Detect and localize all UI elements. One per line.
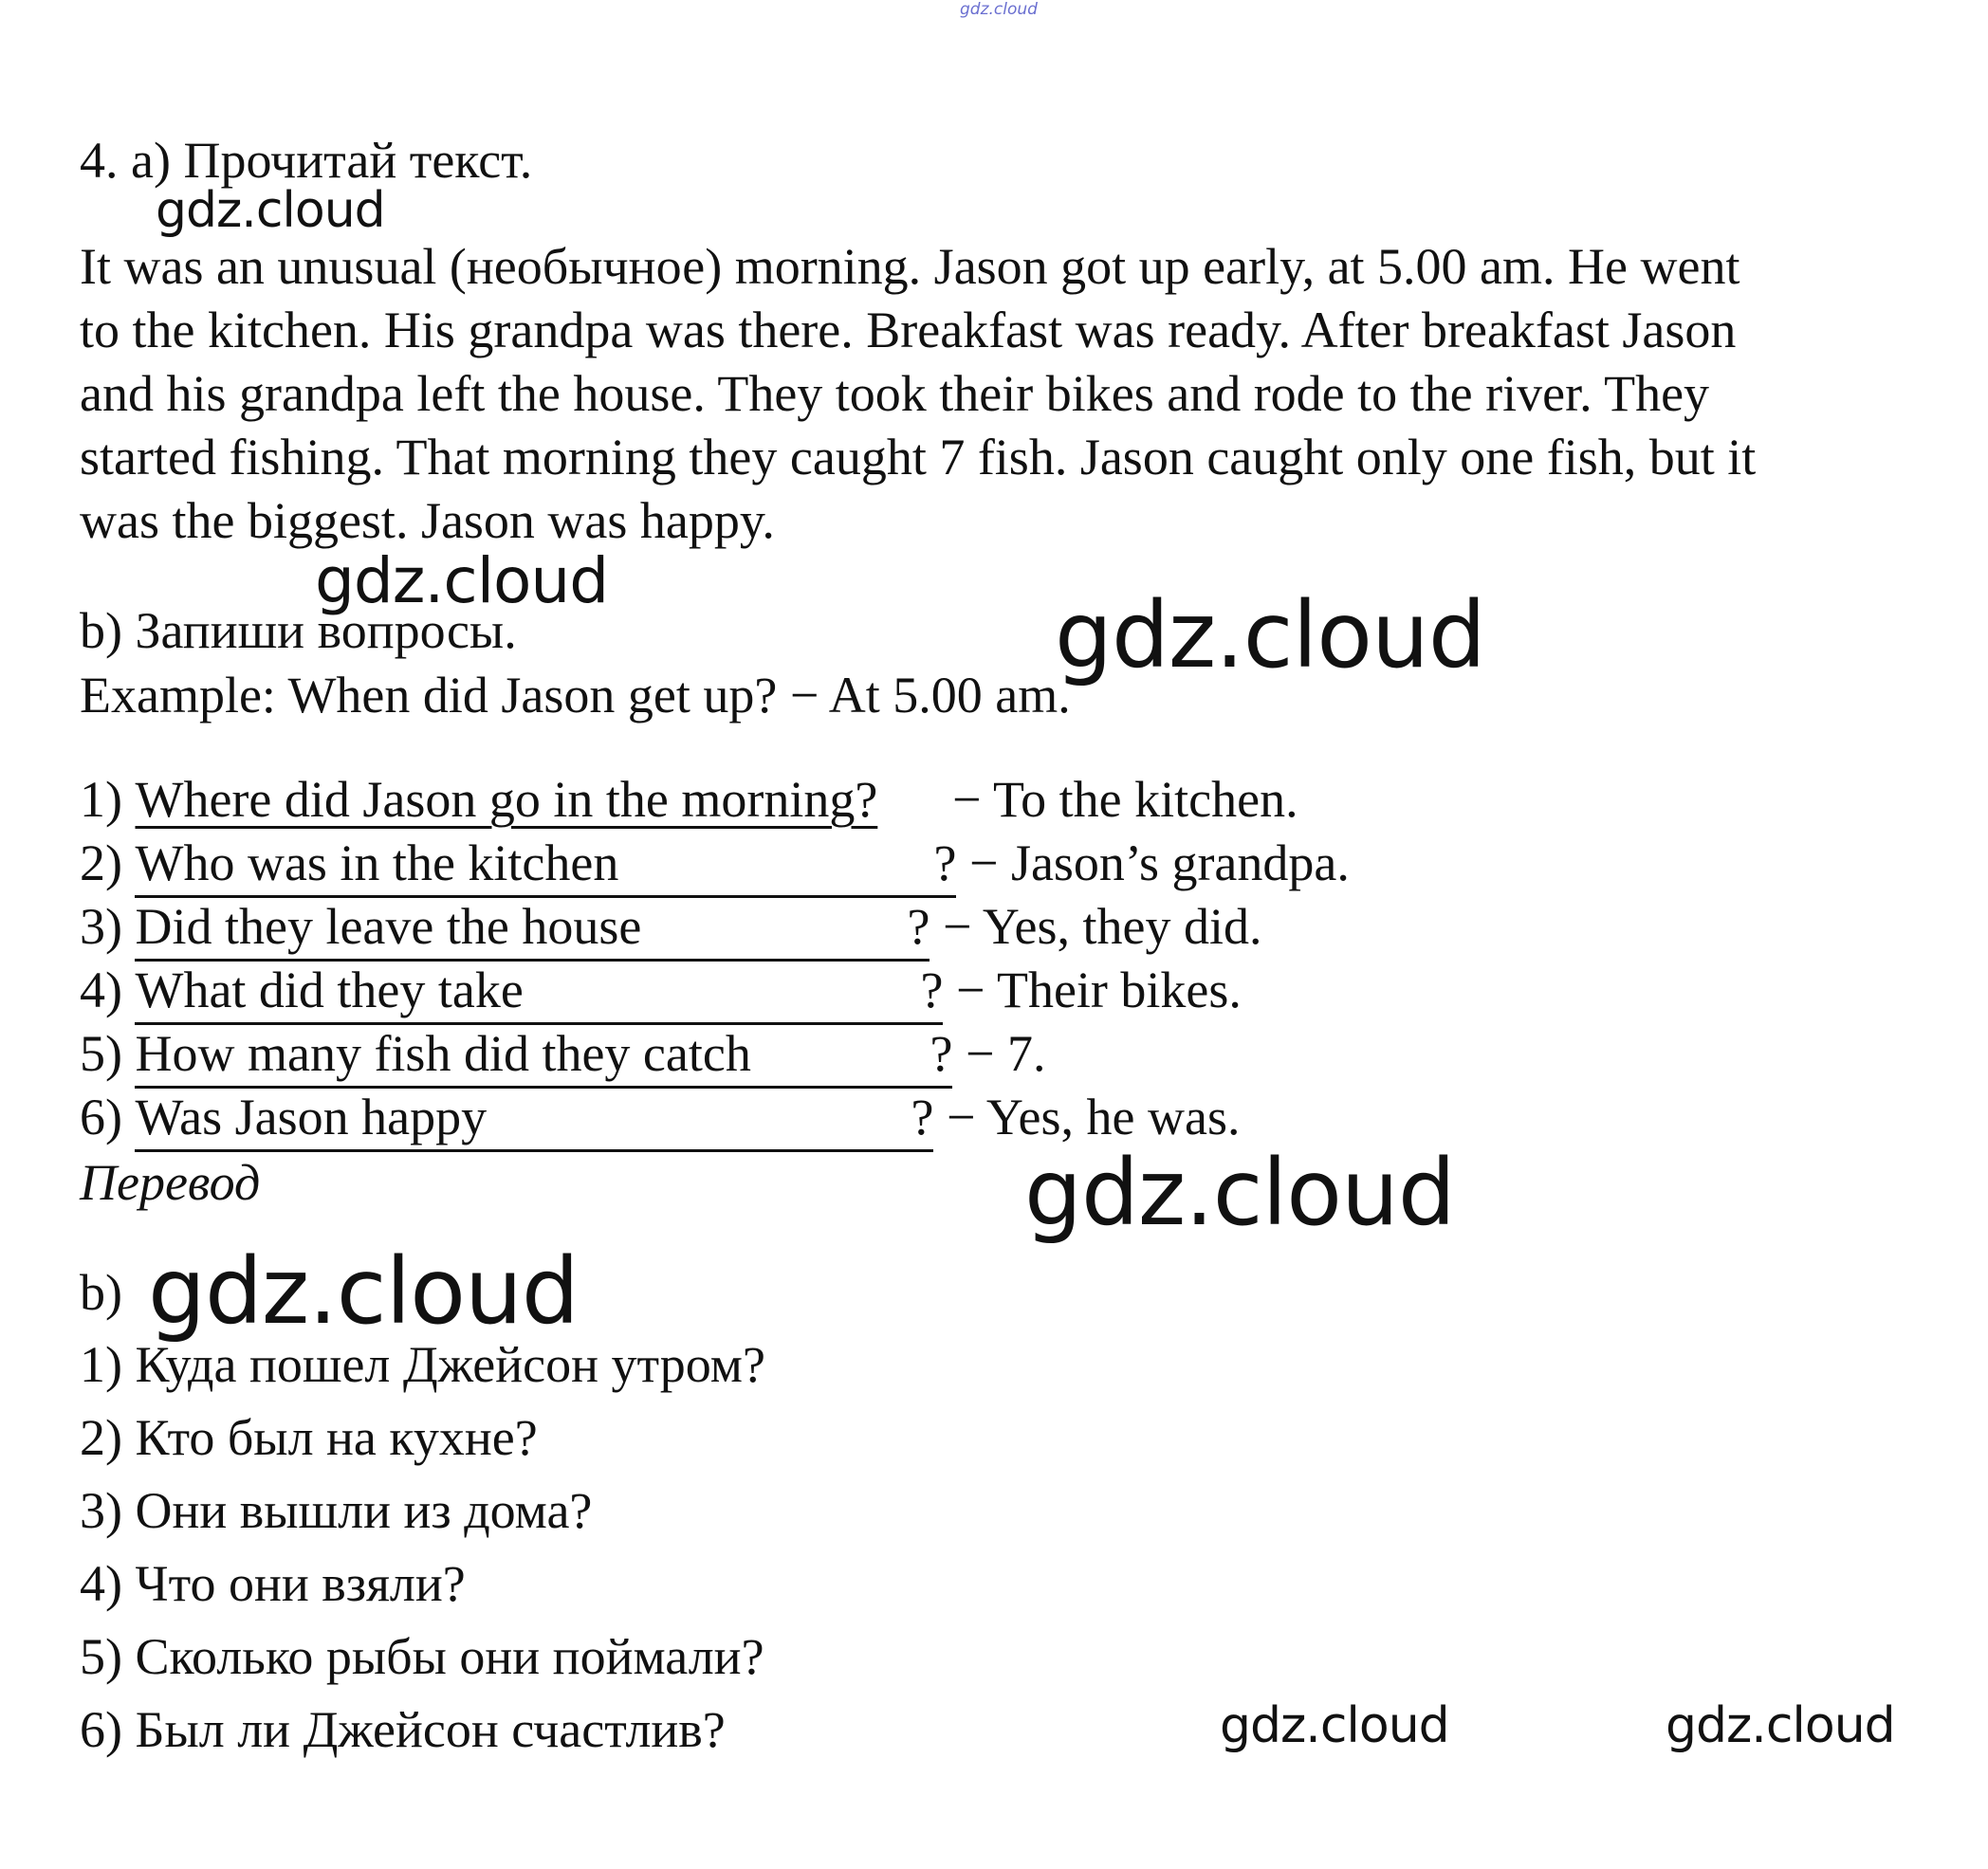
text-line: was the biggest. Jason was happy. [80,492,775,549]
question-number: 5) [80,1025,122,1082]
question-row [80,832,1350,898]
question-row [80,959,1242,1025]
question-answer: What did they take ? [135,959,943,1025]
task-heading-a: 4. a) Прочитай текст. [80,132,533,189]
question-row [80,1022,1045,1089]
example-line: Example: When did Jason get up? − At 5.00 am. [80,667,1071,724]
question-row [80,895,1261,962]
translation-part: b) [80,1264,122,1321]
question-answer: Who was in the kitchen ? [135,832,956,898]
given-answer: − Jason’s grandpa. [956,834,1350,891]
text-line: to the kitchen. His grandpa was there. Breakfast was ready. After breakfast Jason [80,302,1737,358]
question-row [80,768,1298,832]
watermark-2: gdz.cloud [315,544,609,617]
given-answer: − Their bikes. [943,962,1242,1018]
translation-line: 3) Они вышли из дома? [80,1482,593,1539]
question-answer: How many fish did they catch ? [135,1022,952,1089]
top-watermark: gdz.cloud [960,0,1038,19]
question-answer: Did they leave the house ? [135,895,930,962]
watermark-5: gdz.cloud [148,1238,579,1345]
watermark-4: gdz.cloud [1024,1140,1455,1246]
watermark-7: gdz.cloud [1666,1697,1895,1754]
translation-line: 1) Куда пошел Джейсон утром? [80,1336,765,1393]
question-number: 1) [80,771,122,828]
text-line: It was an unusual (необычное) morning. Jason got up early, at 5.00 am. He went [80,238,1740,295]
question-answer: Where did Jason go in the morning? [135,771,878,828]
question-number: 3) [80,898,122,955]
translation-line: 5) Сколько рыбы они поймали? [80,1628,764,1685]
reading-text [80,235,1939,553]
given-answer: − Yes, he was. [933,1089,1241,1145]
given-answer: − 7. [952,1025,1046,1082]
watermark-6: gdz.cloud [1220,1697,1449,1754]
question-answer: Was Jason happy ? [135,1086,933,1152]
translation-line: 6) Был ли Джейсон счастлив? [80,1701,726,1758]
question-number: 6) [80,1089,122,1145]
task-heading-b: b) Запиши вопросы. [80,602,517,659]
text-line: and his grandpa left the house. They took their bikes and rode to the river. They [80,365,1710,422]
translation-line: 2) Кто был на кухне? [80,1409,538,1466]
translation-title: Перевод [80,1154,261,1211]
translation-line: 4) Что они взяли? [80,1555,466,1612]
watermark-1: gdz.cloud [156,182,385,239]
watermark-3: gdz.cloud [1055,582,1485,688]
question-number: 2) [80,834,122,891]
text-line: started fishing. That morning they caught 7 fish. Jason caught only one fish, but it [80,429,1757,486]
given-answer: − To the kitchen. [939,771,1298,828]
question-number: 4) [80,962,122,1018]
given-answer: − Yes, they did. [930,898,1262,955]
